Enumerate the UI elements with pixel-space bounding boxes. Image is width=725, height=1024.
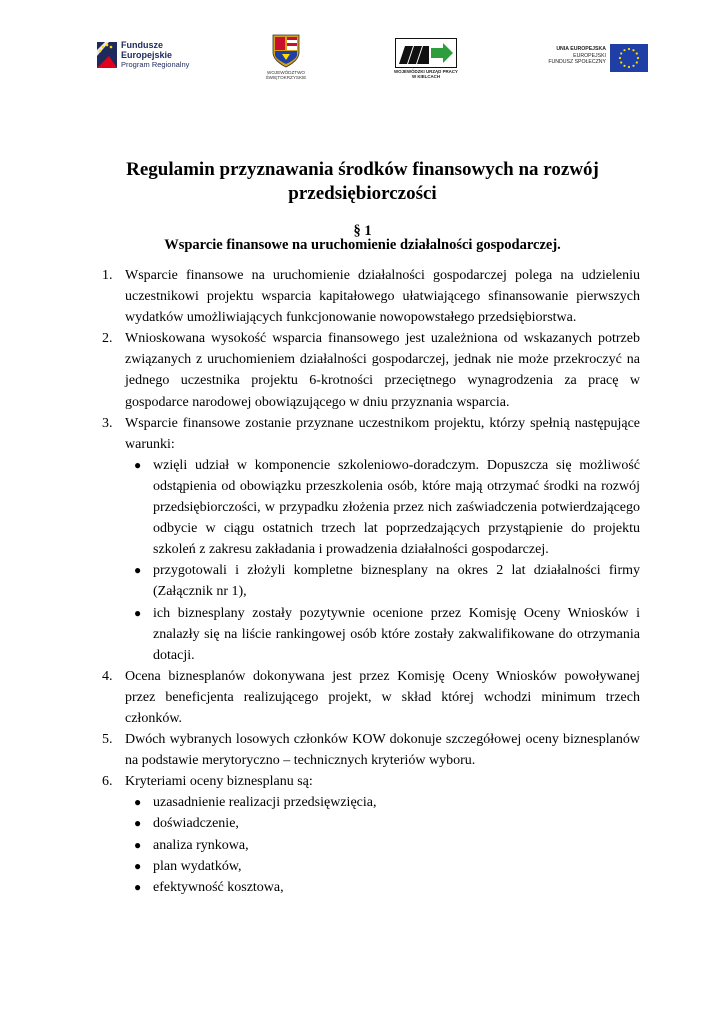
list-item — [80, 666, 640, 729]
list-item — [80, 413, 640, 666]
sub-item-text: ich biznesplany zostały pozytywnie ocenione przez Komisję Oceny Wniosków i znalazły się na liście rankingowej osób które zostały zakwalifikowane do otrzymania dotacji. — [153, 605, 640, 663]
ws-line2: ŚWIĘTOKRZYSKIE — [265, 75, 307, 80]
item-number: 4. — [102, 668, 113, 684]
bullet-icon: ● — [134, 837, 142, 852]
fundusze-europejskie-logo — [95, 38, 205, 76]
sub-list-item — [125, 813, 640, 834]
list-item — [80, 328, 640, 412]
sub-list-item — [125, 877, 640, 898]
list-item — [80, 771, 640, 898]
item-number: 6. — [102, 774, 113, 790]
sub-item-text: efektywność kosztowa, — [153, 879, 284, 895]
ue-line2: EUROPEJSKI — [573, 52, 606, 59]
ue-line3: FUNDUSZ SPOŁECZNY — [548, 59, 606, 65]
sub-list-item — [125, 856, 640, 877]
fe-line2: Europejskie — [121, 50, 173, 60]
wup-line1: WOJEWÓDZKI URZĄD PRACY — [394, 69, 458, 74]
wup-text — [393, 69, 459, 79]
bullet-icon: ● — [134, 858, 142, 873]
ws-line1: WOJEWÓDZTWO — [266, 70, 306, 75]
regulation-list — [80, 265, 640, 898]
wup-line2: W KIELCACH — [411, 74, 441, 79]
section-number: § 1 — [353, 223, 372, 239]
document-title: Regulamin przyznawania środków finansowych na rozwój przedsiębiorczości — [126, 159, 599, 204]
sub-list-item — [125, 455, 640, 560]
sub-item-text: uzasadnienie realizacji przedsięwzięcia, — [153, 795, 377, 811]
item-text: Kryteriami oceny biznesplanu są: — [125, 774, 313, 790]
sub-list-item — [125, 792, 640, 813]
fe-line3: Program Regionalny — [121, 60, 190, 69]
list-item — [80, 265, 640, 328]
section-title: Wsparcie finansowe na uruchomienie działalności gospodarczej. — [164, 237, 561, 253]
wup-kielce-logo — [393, 38, 459, 90]
ws-text — [264, 70, 308, 80]
bullet-icon: ● — [134, 563, 142, 578]
sub-item-text: plan wydatków, — [153, 858, 242, 874]
wojewodztwo-swietokrzyskie-logo — [264, 33, 308, 85]
wup-arrow-icon — [395, 38, 457, 68]
conditions-list — [125, 455, 640, 666]
coat-of-arms-icon — [270, 33, 302, 69]
unia-europejska-logo — [540, 44, 650, 74]
bullet-icon: ● — [134, 816, 142, 831]
item-text: Wnioskowana wysokość wsparcia finansowego jest uzależniona od wskazanych potrzeb związanych z uruchomieniem działalności gospodarczej, jednak nie może przekroczyć na jednego uczestnika projektu 6-krotności przeciętnego wynagrodzenia za pracę w gospodarce narodowej obowiązującego w dniu przyznania wsparcia. — [125, 331, 640, 410]
item-text: Dwóch wybranych losowych członków KOW dokonuje szczegółowej oceny biznesplanów na podstawie merytoryczno – technicznych kryteriów wyboru. — [125, 732, 640, 769]
sub-item-text: wzięli udział w komponencie szkoleniowo-doradczym. Dopuszcza się możliwość odstąpienia od obowiązku przeszkolenia osób, które mają otrzymać środki na rozwój przedsiębiorczości, w przypadku złożenia przez nich zaświadczenia potwierdzającego odbycie w ciągu ostatnich trzech lat poprzedzających przystąpienie do projektu szkoleń z zakresu zakładania i prowadzenia działalności gospodarczej. — [153, 457, 640, 558]
sub-list-item — [125, 560, 640, 602]
item-number: 1. — [102, 268, 113, 283]
item-text: Wsparcie finansowe zostanie przyznane uczestnikom projektu, którzy spełnią następujące warunki: — [125, 415, 640, 452]
item-number: 5. — [102, 732, 113, 748]
bullet-icon: ● — [134, 457, 142, 472]
eu-flag-icon — [610, 44, 648, 72]
fe-text — [121, 40, 189, 70]
bullet-icon: ● — [134, 879, 142, 894]
sub-item-text: doświadczenie, — [153, 816, 239, 832]
item-number: 3. — [102, 415, 113, 431]
fe-line1: Fundusze — [121, 40, 163, 50]
ue-text — [540, 46, 606, 66]
item-text: Ocena biznesplanów dokonywana jest przez Komisję Oceny Wniosków powoływanej przez beneficjenta realizującego projekt, w skład której wchodzi minimum trzech członków. — [125, 668, 640, 726]
item-number: 2. — [102, 331, 113, 347]
sub-item-text: przygotowali i złożyli kompletne biznesplany na okres 2 lat działalności firmy (Załącznik nr 1), — [153, 563, 640, 600]
logo-bar — [0, 0, 725, 110]
list-item — [80, 729, 640, 771]
item-text: Wsparcie finansowe na uruchomienie działalności gospodarczej polega na udzieleniu uczestnikowi projektu wsparcia kapitałowego ułatwiającego sfinansowanie pierwszych wydatków umożliwiających funkcjonowanie nowopowstałego przedsiębiorstwa. — [125, 268, 640, 326]
criteria-list — [125, 792, 640, 897]
sub-list-item — [125, 835, 640, 856]
sub-item-text: analiza rynkowa, — [153, 837, 249, 853]
ue-line1: UNIA EUROPEJSKA — [556, 46, 606, 52]
bullet-icon: ● — [134, 605, 142, 620]
sub-list-item — [125, 603, 640, 666]
bullet-icon: ● — [134, 795, 142, 810]
fe-flag-icon — [95, 38, 119, 72]
